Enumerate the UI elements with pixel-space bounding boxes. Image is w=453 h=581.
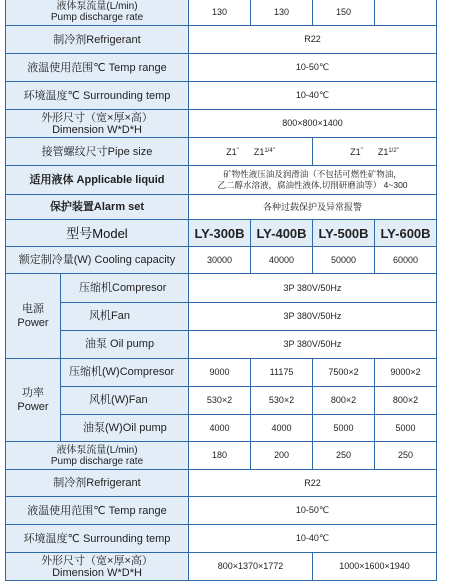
oilpump-w-3: 5000 bbox=[313, 415, 375, 442]
cooling-value-3: 50000 bbox=[313, 247, 375, 274]
spec-table bbox=[5, 0, 437, 581]
liquid-value bbox=[189, 166, 437, 195]
fan-power: 3P 380V/50Hz bbox=[189, 303, 437, 331]
flow-value-3: 150 bbox=[313, 0, 375, 26]
model-label: 型号Model bbox=[6, 220, 189, 247]
model-2: LY-400B bbox=[251, 220, 313, 247]
flow-label-2-cn: 液体泵流量(L/min) bbox=[56, 444, 138, 456]
surrounding-row-1 bbox=[6, 82, 437, 110]
oilpump-w-label: 油泵(W)Oil pump bbox=[61, 415, 189, 442]
fan-w-2: 530×2 bbox=[251, 387, 313, 415]
pipe-value-b bbox=[313, 138, 437, 166]
refrigerant-label-2: 制冷剂Refrigerant bbox=[6, 470, 189, 497]
rating-group-en: Power bbox=[17, 401, 49, 413]
fan-w-3: 800×2 bbox=[313, 387, 375, 415]
flow2-value-3: 250 bbox=[313, 442, 375, 470]
oilpump-w-1: 4000 bbox=[189, 415, 251, 442]
pipe-b1-sup: " bbox=[360, 147, 363, 154]
dimension-label-2 bbox=[6, 553, 189, 581]
pipe-row bbox=[6, 138, 437, 166]
refrigerant-value: R22 bbox=[189, 26, 437, 54]
flow2-value-2: 200 bbox=[251, 442, 313, 470]
flow-value-4 bbox=[375, 0, 437, 26]
power-fan-row bbox=[6, 303, 437, 331]
dimension-value-2b: 1000×1600×1940 bbox=[313, 553, 437, 581]
temp-range-row-2 bbox=[6, 497, 437, 525]
flow-label-2-en: Pump discharge rate bbox=[50, 455, 144, 467]
temp-range-row-1 bbox=[6, 54, 437, 82]
rating-fan-row bbox=[6, 387, 437, 415]
cooling-value-4: 60000 bbox=[375, 247, 437, 274]
pipe-a1-sup: " bbox=[236, 147, 239, 154]
pipe-a2-sup: 1/4" bbox=[264, 147, 275, 154]
liquid-value-line1: 矿物性液压油及润滑油（不包括可燃性矿物油， bbox=[223, 169, 402, 179]
cooling-value-1: 30000 bbox=[189, 247, 251, 274]
alarm-label: 保护装置Alarm set bbox=[6, 195, 189, 220]
model-1: LY-300B bbox=[189, 220, 251, 247]
fan-w-1: 530×2 bbox=[189, 387, 251, 415]
power-compressor-row bbox=[6, 274, 437, 303]
flow-value-2: 130 bbox=[251, 0, 313, 26]
refrigerant-value-2: R22 bbox=[189, 470, 437, 497]
fan-w-4: 800×2 bbox=[375, 387, 437, 415]
dimension-label-en: Dimension W*D*H bbox=[52, 123, 142, 136]
dimension-value-2a: 800×1370×1772 bbox=[189, 553, 313, 581]
oilpump-power: 3P 380V/50Hz bbox=[189, 331, 437, 359]
cooling-label: 额定制冷量(W) Cooling capacity bbox=[6, 247, 189, 274]
liquid-value-line2: 乙二醇水溶液，腐油性液体,切削研磨油等） 4~300 bbox=[217, 180, 408, 190]
compressor-w-1: 9000 bbox=[189, 359, 251, 387]
pipe-label: 接管螺纹尺寸Pipe size bbox=[6, 138, 189, 166]
rating-oilpump-row bbox=[6, 415, 437, 442]
power-group-cn: 电源 bbox=[22, 303, 44, 315]
refrigerant-row-1 bbox=[6, 26, 437, 54]
power-group-en: Power bbox=[17, 317, 49, 329]
temp-range-value-2: 10-50℃ bbox=[189, 497, 437, 525]
model-4: LY-600B bbox=[375, 220, 437, 247]
flow-label-cn: 液体泵流量(L/min) bbox=[56, 1, 138, 12]
pipe-b2: Z1 bbox=[377, 146, 389, 157]
compressor-w-label: 压缩机(W)Compresor bbox=[61, 359, 189, 387]
fan-w-label: 风机(W)Fan bbox=[61, 387, 189, 415]
surrounding-value: 10-40℃ bbox=[189, 82, 437, 110]
power-oilpump-row bbox=[6, 331, 437, 359]
dimension-label bbox=[6, 110, 189, 138]
dimension-value: 800×800×1400 bbox=[189, 110, 437, 138]
oilpump-w-4: 5000 bbox=[375, 415, 437, 442]
flow2-value-4: 250 bbox=[375, 442, 437, 470]
rating-group-label bbox=[6, 359, 61, 442]
power-group-label bbox=[6, 274, 61, 359]
compressor-label: 压缩机Compresor bbox=[61, 274, 189, 303]
temp-range-value: 10-50℃ bbox=[189, 54, 437, 82]
refrigerant-row-2 bbox=[6, 470, 437, 497]
compressor-w-4: 9000×2 bbox=[375, 359, 437, 387]
surrounding-value-2: 10-40℃ bbox=[189, 525, 437, 553]
rating-compressor-row bbox=[6, 359, 437, 387]
surrounding-row-2 bbox=[6, 525, 437, 553]
oilpump-w-2: 4000 bbox=[251, 415, 313, 442]
temp-range-label: 液温使用范围℃ Temp range bbox=[6, 54, 189, 82]
dimension-label-2-en: Dimension W*D*H bbox=[52, 566, 142, 579]
alarm-row bbox=[6, 195, 437, 220]
dimension-row-2 bbox=[6, 553, 437, 581]
fan-label: 风机Fan bbox=[61, 303, 189, 331]
pipe-a1: Z1 bbox=[226, 146, 237, 157]
flow2-value-1: 180 bbox=[189, 442, 251, 470]
dimension-label-2-cn: 外形尺寸（宽×厚×高） bbox=[41, 554, 153, 567]
surrounding-label-2: 环境温度℃ Surrounding temp bbox=[6, 525, 189, 553]
compressor-w-2: 11175 bbox=[251, 359, 313, 387]
compressor-w-3: 7500×2 bbox=[313, 359, 375, 387]
flow-row-1 bbox=[6, 0, 437, 26]
flow-label-en: Pump discharge rate bbox=[50, 12, 144, 23]
model-row bbox=[6, 220, 437, 247]
surrounding-label: 环境温度℃ Surrounding temp bbox=[6, 82, 189, 110]
pipe-a2: Z1 bbox=[253, 146, 265, 157]
pipe-b2-sup: 1/2" bbox=[388, 147, 399, 154]
flow-value-1: 130 bbox=[189, 0, 251, 26]
pipe-b1: Z1 bbox=[350, 146, 361, 157]
flow-label bbox=[6, 0, 189, 26]
refrigerant-label: 制冷剂Refrigerant bbox=[6, 26, 189, 54]
temp-range-label-2: 液温使用范围℃ Temp range bbox=[6, 497, 189, 525]
rating-group-cn: 功率 bbox=[22, 387, 44, 399]
cooling-value-2: 40000 bbox=[251, 247, 313, 274]
dimension-label-cn: 外形尺寸（宽×厚×高） bbox=[41, 111, 153, 124]
cooling-row bbox=[6, 247, 437, 274]
pipe-value-a bbox=[189, 138, 313, 166]
alarm-value: 各种过载保护及异常报警 bbox=[189, 195, 437, 220]
compressor-power: 3P 380V/50Hz bbox=[189, 274, 437, 303]
liquid-row bbox=[6, 166, 437, 195]
flow-row-2 bbox=[6, 442, 437, 470]
model-3: LY-500B bbox=[313, 220, 375, 247]
liquid-label: 适用液体 Applicable liquid bbox=[6, 166, 189, 195]
dimension-row-1 bbox=[6, 110, 437, 138]
oilpump-label: 油泵 Oil pump bbox=[61, 331, 189, 359]
flow-label-2 bbox=[6, 442, 189, 470]
